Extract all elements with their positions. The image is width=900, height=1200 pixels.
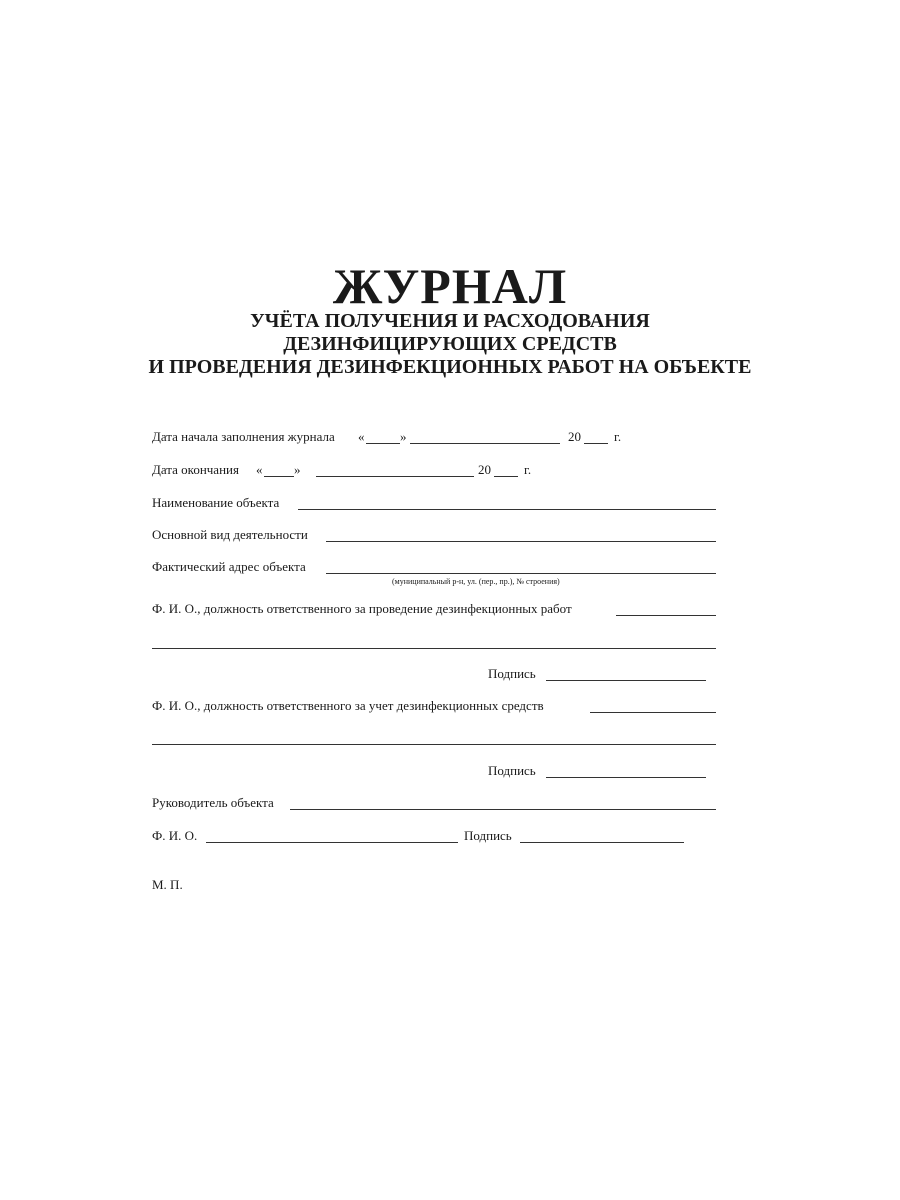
head-field[interactable]: [290, 809, 716, 810]
signature-field-2[interactable]: [546, 777, 706, 778]
end-date-row: [152, 462, 752, 482]
signature-label-3: Подпись: [464, 828, 512, 843]
activity-row: [152, 527, 716, 547]
start-year-prefix: 20: [568, 429, 581, 444]
subtitle-line-1: УЧЁТА ПОЛУЧЕНИЯ И РАСХОДОВАНИЯ: [250, 310, 650, 332]
stamp-label: М. П.: [152, 877, 183, 892]
end-date-quote-open: «: [256, 462, 263, 477]
signature-row-2: [152, 763, 712, 783]
fio-field[interactable]: [206, 842, 458, 843]
fio-label: Ф. И. О.: [152, 828, 198, 843]
start-date-row: [152, 429, 752, 449]
responsible-works-field[interactable]: [616, 615, 716, 616]
responsible-works-extra-line[interactable]: [152, 648, 716, 649]
object-name-row: [152, 495, 716, 515]
object-name-label: Наименование объекта: [152, 495, 280, 510]
address-row: [152, 559, 716, 579]
end-day-field[interactable]: [264, 476, 294, 477]
start-year-field[interactable]: [584, 443, 608, 444]
start-year-suffix: г.: [614, 429, 622, 444]
end-year-field[interactable]: [494, 476, 518, 477]
end-month-field[interactable]: [316, 476, 474, 477]
responsible-means-row: [152, 698, 716, 718]
responsible-means-extra-line[interactable]: [152, 744, 716, 745]
end-date-label: Дата окончания: [152, 462, 239, 477]
start-month-field[interactable]: [410, 443, 560, 444]
end-date-quote-close: »: [294, 462, 301, 477]
responsible-works-row: [152, 601, 716, 621]
head-label: Руководитель объекта: [152, 795, 274, 810]
responsible-means-label: Ф. И. О., должность ответственного за учет дезинфекционных средств: [152, 698, 544, 713]
end-year-suffix: г.: [524, 462, 532, 477]
signature-row-1: [152, 666, 712, 686]
signature-label-2: Подпись: [488, 763, 536, 778]
stamp-row: [152, 877, 252, 897]
journal-title: ЖУРНАЛ: [332, 258, 568, 314]
fio-row: [152, 828, 692, 848]
signature-field-3[interactable]: [520, 842, 684, 843]
start-date-quote-open: «: [358, 429, 365, 444]
object-name-field[interactable]: [298, 509, 716, 510]
subtitle-line-2: ДЕЗИНФИЦИРУЮЩИХ СРЕДСТВ: [283, 333, 617, 355]
activity-label: Основной вид деятельности: [152, 527, 308, 542]
subtitle-line-3: И ПРОВЕДЕНИЯ ДЕЗИНФЕКЦИОННЫХ РАБОТ НА ОБЪЕКТЕ: [148, 356, 752, 378]
head-row: [152, 795, 716, 815]
end-year-prefix: 20: [478, 462, 491, 477]
address-hint: (муниципальный р-н, ул. (пер., пр.), № строения): [392, 577, 560, 586]
signature-field-1[interactable]: [546, 680, 706, 681]
start-date-quote-close: »: [400, 429, 407, 444]
start-date-label: Дата начала заполнения журнала: [152, 429, 335, 444]
start-day-field[interactable]: [366, 443, 400, 444]
activity-field[interactable]: [326, 541, 716, 542]
address-field[interactable]: [326, 573, 716, 574]
responsible-means-field[interactable]: [590, 712, 716, 713]
address-label: Фактический адрес объекта: [152, 559, 306, 574]
responsible-works-label: Ф. И. О., должность ответственного за проведение дезинфекционных работ: [152, 601, 572, 616]
signature-label-1: Подпись: [488, 666, 536, 681]
